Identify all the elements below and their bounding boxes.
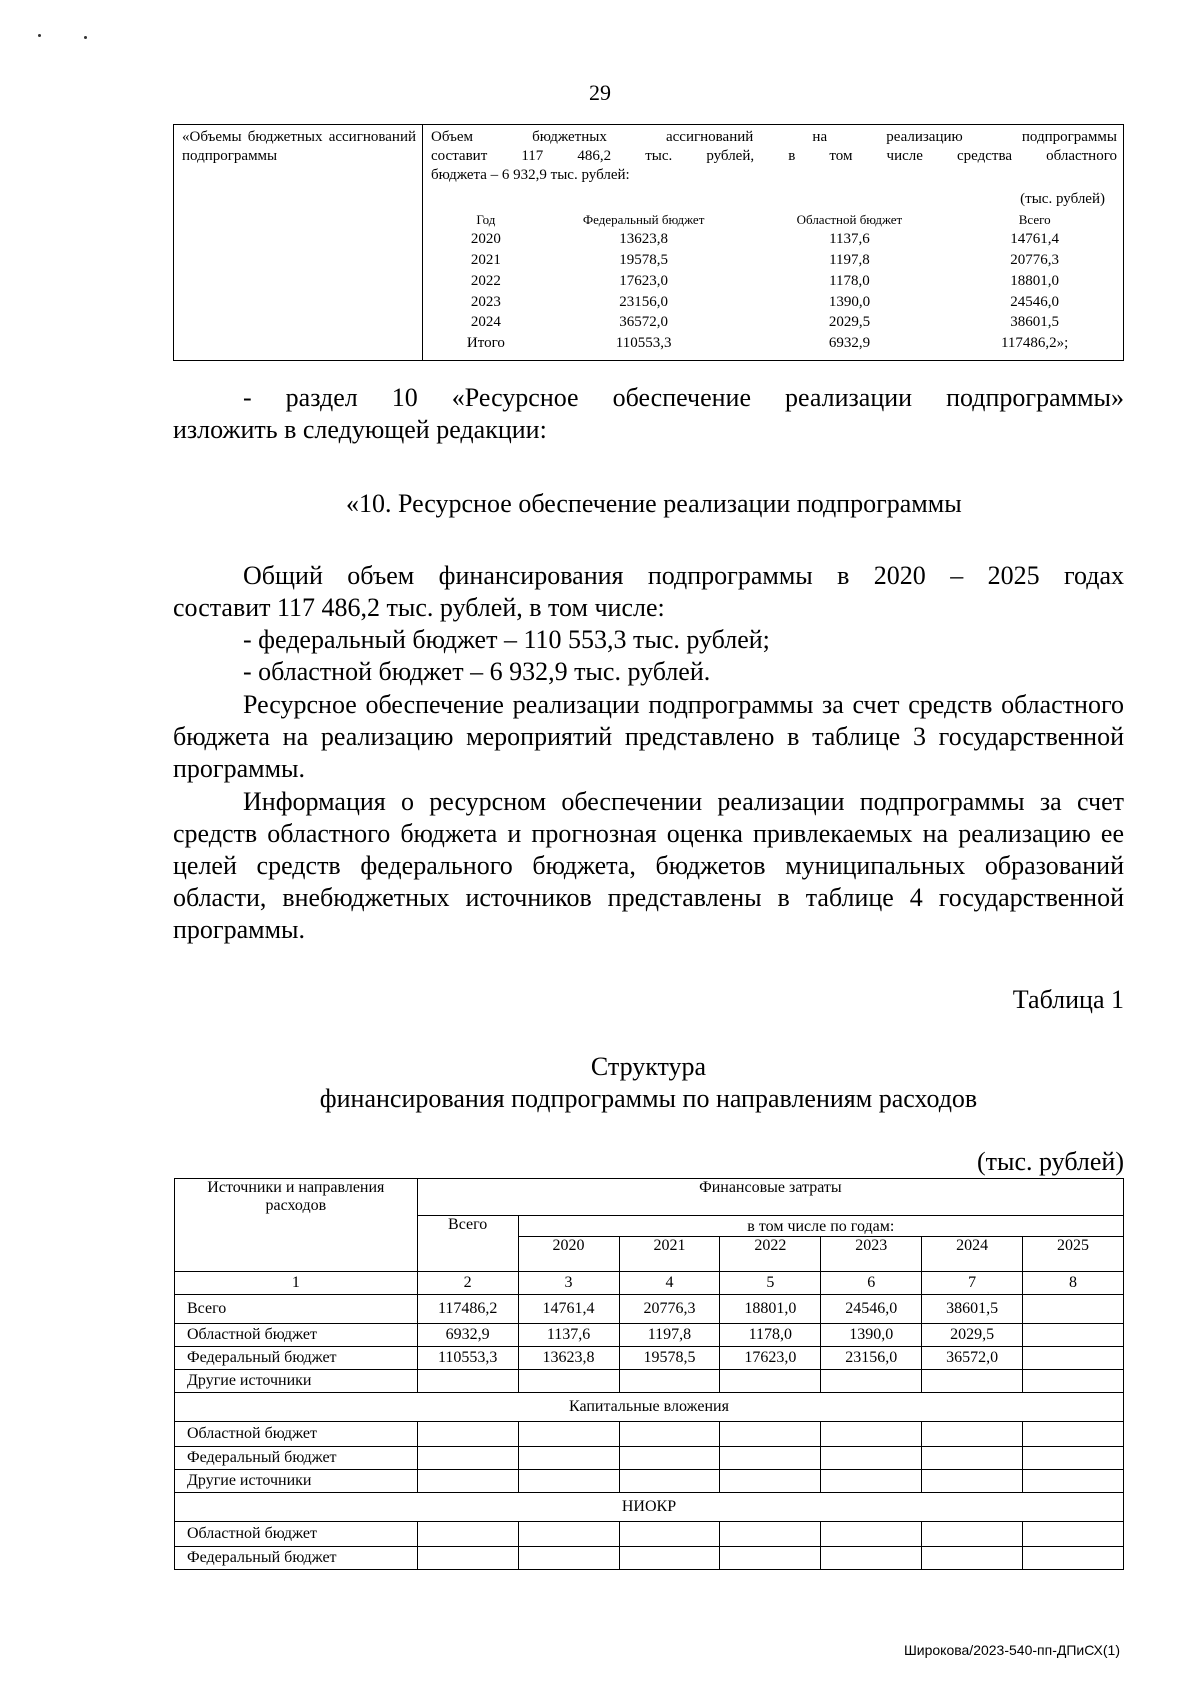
table-cell: 36572,0 xyxy=(619,314,669,331)
table-cell xyxy=(1023,1522,1124,1547)
table-cell: 1178,0 xyxy=(829,272,870,289)
passport-text-line: бюджета – 6 932,9 тыс. рублей: xyxy=(431,166,630,183)
table-cell: 2029,5 xyxy=(922,1324,1023,1347)
amendment-line: - раздел 10 «Ресурсное обеспечение реализации подпрограммы» xyxy=(243,383,1124,412)
table-cell xyxy=(1023,1422,1124,1447)
table-row xyxy=(175,1370,1124,1393)
table-row xyxy=(175,1295,1124,1324)
table-cell: 2021 xyxy=(470,252,501,268)
table-cell: 1137,6 xyxy=(518,1324,619,1347)
col-number: 2 xyxy=(417,1272,518,1295)
col-header: Областной бюджет xyxy=(796,212,903,227)
table-cell: 14761,4 xyxy=(1010,231,1060,248)
table-cell: 2024 xyxy=(470,314,501,331)
table-cell xyxy=(1023,1547,1124,1570)
col-header-year: 2022 xyxy=(720,1237,821,1272)
table-cell: 14761,4 xyxy=(518,1295,619,1324)
table-cell xyxy=(922,1422,1023,1447)
table-row xyxy=(175,1422,1124,1447)
col-number: 5 xyxy=(720,1272,821,1295)
col-header-year: 2025 xyxy=(1023,1237,1124,1272)
col-number: 6 xyxy=(821,1272,922,1295)
table-cell xyxy=(619,1547,720,1570)
table-cell xyxy=(821,1370,922,1393)
table-cell xyxy=(720,1447,821,1470)
table-title: финансирования подпрограммы по направлениям расходов xyxy=(319,1084,978,1113)
section-capital: Капитальные вложения xyxy=(175,1393,1124,1422)
row-label: Федеральный бюджет xyxy=(175,1447,418,1470)
table-cell: 1137,6 xyxy=(829,231,870,248)
table-row xyxy=(175,1347,1124,1370)
col-header-year: 2023 xyxy=(821,1237,922,1272)
table-cell: 1197,8 xyxy=(829,252,870,268)
document-footer: Широкова/2023-540-пп-ДПиСХ(1) xyxy=(903,1642,1120,1658)
table-cell xyxy=(619,1470,720,1493)
table-cell: 18801,0 xyxy=(720,1295,821,1324)
table-row xyxy=(431,250,1117,271)
table-cell: 1178,0 xyxy=(720,1324,821,1347)
table-cell: 17623,0 xyxy=(720,1347,821,1370)
table-cell: 2022 xyxy=(470,272,501,289)
col-number: 3 xyxy=(518,1272,619,1295)
table-row xyxy=(431,229,1117,250)
table-cell xyxy=(1023,1470,1124,1493)
row-label: Всего xyxy=(175,1295,418,1324)
table-title: Структура xyxy=(590,1052,707,1081)
table-cell: 6932,9 xyxy=(417,1324,518,1347)
resource-paragraph: Ресурсное обеспечение реализации подпрограммы за счет средств областного бюджета на реализацию мероприятий представлено в таблице 3 государственной программы. xyxy=(173,690,1124,783)
table-cell xyxy=(1023,1370,1124,1393)
col-header-by-years: в том числе по годам: xyxy=(518,1216,1123,1237)
col-number: 8 xyxy=(1023,1272,1124,1295)
section-row xyxy=(175,1393,1124,1422)
total-line: Общий объем финансирования подпрограммы в 2020 – 2025 годах xyxy=(243,561,1124,590)
table-cell xyxy=(619,1447,720,1470)
page-number: 29 xyxy=(589,80,611,105)
table-row xyxy=(175,1522,1124,1547)
table-cell xyxy=(720,1470,821,1493)
table-cell: 19578,5 xyxy=(619,252,669,268)
table-cell: 18801,0 xyxy=(1010,272,1060,289)
table-cell xyxy=(417,1547,518,1570)
table-cell xyxy=(922,1370,1023,1393)
table-label: Таблица 1 xyxy=(1012,985,1124,1014)
row-label: Областной бюджет xyxy=(175,1522,418,1547)
col-header-year: 2024 xyxy=(922,1237,1023,1272)
table-row xyxy=(431,333,1117,354)
column-number-row xyxy=(175,1272,1124,1295)
table-cell xyxy=(1023,1295,1124,1324)
table-cell xyxy=(417,1370,518,1393)
col-header-costs: Финансовые затраты xyxy=(417,1179,1123,1216)
table-cell xyxy=(1023,1447,1124,1470)
table-cell xyxy=(720,1422,821,1447)
passport-label-cell xyxy=(174,125,423,361)
table-cell xyxy=(821,1547,922,1570)
table-cell xyxy=(922,1547,1023,1570)
section-research: НИОКР xyxy=(175,1493,1124,1522)
table-cell: Итого xyxy=(466,335,505,351)
table-cell xyxy=(518,1370,619,1393)
section-row xyxy=(175,1493,1124,1522)
table-cell: 17623,0 xyxy=(619,272,669,289)
col-header-year: 2021 xyxy=(619,1237,720,1272)
table-cell xyxy=(417,1522,518,1547)
table-row xyxy=(431,292,1117,313)
table-cell: 6932,9 xyxy=(828,335,871,351)
table-cell: 20776,3 xyxy=(1010,252,1060,268)
table-cell: 19578,5 xyxy=(619,1347,720,1370)
table-cell: 1197,8 xyxy=(619,1324,720,1347)
table-cell: 13623,8 xyxy=(518,1347,619,1370)
table-cell xyxy=(720,1370,821,1393)
table-cell: 23156,0 xyxy=(619,293,669,310)
total-line: составит 117 486,2 тыс. рублей, в том числе: xyxy=(173,593,665,622)
table-cell xyxy=(417,1422,518,1447)
passport-text-line: Объем бюджетных ассигнований на реализацию подпрограммы xyxy=(431,129,1117,145)
col-number: 4 xyxy=(619,1272,720,1295)
table-unit: (тыс. рублей) xyxy=(976,1147,1124,1176)
table-cell xyxy=(518,1447,619,1470)
passport-amounts-table xyxy=(431,211,1117,354)
table-cell: 117486,2»; xyxy=(1000,335,1069,351)
table-cell xyxy=(1023,1347,1124,1370)
table-cell xyxy=(922,1447,1023,1470)
table-cell xyxy=(821,1422,922,1447)
table-row xyxy=(175,1547,1124,1570)
table-row xyxy=(431,312,1117,333)
table-cell: 117486,2 xyxy=(417,1295,518,1324)
passport-value-cell xyxy=(423,125,1124,361)
row-label: Другие источники xyxy=(175,1470,418,1493)
table-cell xyxy=(821,1522,922,1547)
table-cell xyxy=(417,1470,518,1493)
amendment-line: изложить в следующей редакции: xyxy=(173,415,547,444)
table-cell: 23156,0 xyxy=(821,1347,922,1370)
table-cell: 36572,0 xyxy=(922,1347,1023,1370)
table-cell: 38601,5 xyxy=(922,1295,1023,1324)
passport-unit: (тыс. рублей) xyxy=(1020,191,1105,208)
table-cell: 110553,3 xyxy=(417,1347,518,1370)
col-header-sources: Источники и направления расходов xyxy=(175,1179,418,1272)
table-cell: 1390,0 xyxy=(821,1324,922,1347)
col-header-year: 2020 xyxy=(518,1237,619,1272)
table-row xyxy=(175,1324,1124,1347)
table-cell xyxy=(922,1470,1023,1493)
table-cell: 2029,5 xyxy=(828,314,871,331)
table-cell xyxy=(922,1522,1023,1547)
table-cell: 2020 xyxy=(470,231,501,248)
table-row xyxy=(431,271,1117,292)
col-number: 7 xyxy=(922,1272,1023,1295)
passport-table xyxy=(173,124,1124,361)
passport-text-line: составит 117 486,2 тыс. рублей, в том числе средства областного xyxy=(431,147,1117,164)
table-cell: 24546,0 xyxy=(1010,293,1060,310)
section-heading: «10. Ресурсное обеспечение реализации подпрограммы xyxy=(346,489,962,518)
row-label: Федеральный бюджет xyxy=(175,1347,418,1370)
table-cell xyxy=(518,1470,619,1493)
col-header: Федеральный бюджет xyxy=(582,212,705,227)
table-cell xyxy=(720,1547,821,1570)
table-cell: 2023 xyxy=(470,293,501,310)
regional-bullet: - областной бюджет – 6 932,9 тыс. рублей. xyxy=(243,657,711,686)
table-cell: 24546,0 xyxy=(821,1295,922,1324)
table-cell: 13623,8 xyxy=(619,231,669,248)
table-cell: 38601,5 xyxy=(1010,314,1060,331)
table-cell xyxy=(1023,1324,1124,1347)
table-cell: 20776,3 xyxy=(619,1295,720,1324)
table-cell xyxy=(619,1522,720,1547)
federal-bullet: - федеральный бюджет – 110 553,3 тыс. рублей; xyxy=(243,625,770,654)
col-number: 1 xyxy=(175,1272,418,1295)
table-cell xyxy=(821,1470,922,1493)
table-cell: 1390,0 xyxy=(828,293,871,310)
table-cell xyxy=(518,1522,619,1547)
table-cell: 110553,3 xyxy=(615,335,672,351)
col-header: Всего xyxy=(1018,212,1051,227)
row-label: Областной бюджет xyxy=(175,1422,418,1447)
table-row xyxy=(175,1447,1124,1470)
scan-speck xyxy=(38,34,41,37)
table-cell xyxy=(518,1547,619,1570)
row-label: Областной бюджет xyxy=(175,1324,418,1347)
passport-label: «Объемы бюджетных ассигнований подпрограммы xyxy=(182,129,416,164)
table-cell xyxy=(619,1422,720,1447)
table-cell xyxy=(821,1447,922,1470)
table-cell xyxy=(417,1447,518,1470)
table-row xyxy=(175,1470,1124,1493)
info-paragraph: Информация о ресурсном обеспечении реализации подпрограммы за счет средств областного бюджета и прогнозная оценка привлекаемых на реализацию ее целей средств федерального бюджета, бюджетов муниципальных образований области, внебюджетных источников представлены в таблице 4 государственной программы. xyxy=(173,787,1124,944)
row-label: Федеральный бюджет xyxy=(175,1547,418,1570)
col-header: Год xyxy=(476,212,496,227)
table-cell xyxy=(619,1370,720,1393)
table-cell xyxy=(720,1522,821,1547)
row-label: Другие источники xyxy=(175,1370,418,1393)
table-cell xyxy=(518,1422,619,1447)
funding-structure-table xyxy=(174,1178,1124,1570)
col-header-total: Всего xyxy=(417,1216,518,1272)
scan-speck xyxy=(84,36,87,39)
